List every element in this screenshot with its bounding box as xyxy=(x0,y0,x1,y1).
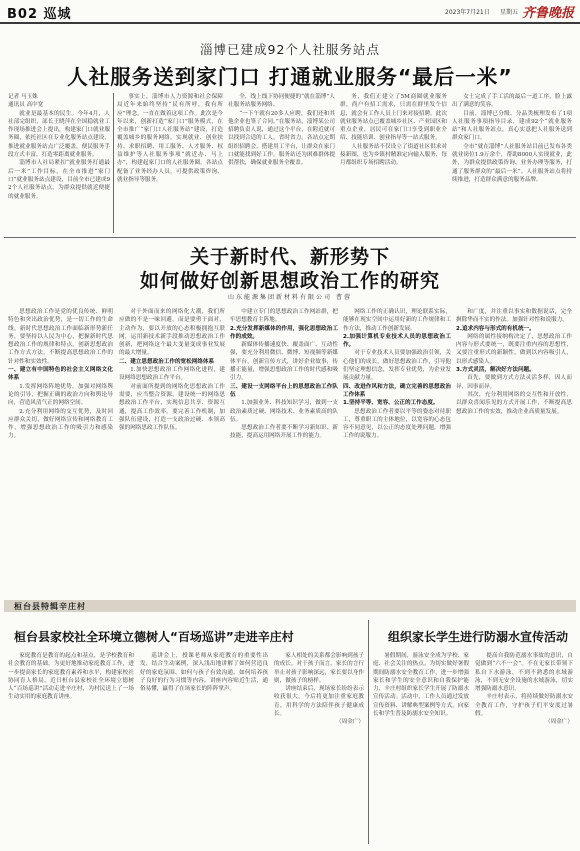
article2-paragraph: 1.加快思想政治工作网络化进程，建设网络思想政治工作平台。 xyxy=(119,367,225,382)
article2-subheading: 2.充分发挥新媒体的作用，强化思想政治工作的成效。 xyxy=(230,325,338,340)
article2-column-4 xyxy=(343,308,451,592)
article2-column-5 xyxy=(456,308,572,592)
article2-paragraph: 首先，要做到方式方法灵活多样，因人而异，因事而异。 xyxy=(456,375,572,390)
article1-column-3 xyxy=(228,93,335,233)
article1-reporter: 记者 马玉姝 xyxy=(8,94,38,100)
article2-subheading: 四、改进作风和方法，确立完善的思想政治工作体系 xyxy=(343,383,451,398)
issue-date: 2023年7月21日 xyxy=(445,9,490,16)
article4-paragraph: 辛庄村表示，将持续做好防溺水安全教育工作，守护孩子们平安度过暑假。 xyxy=(475,694,573,718)
column-divider xyxy=(368,620,369,844)
article1-paragraph: 人社服务站不仅设立了街道社区供求对接新图，也为乡镇村精准定向输入服务，每月都组织专场招聘活动。 xyxy=(340,143,447,167)
article1-headline: 人社服务送到家门口 打通就业服务“最后一米” xyxy=(67,65,513,89)
section-divider xyxy=(4,237,576,238)
article2-paragraph: 其次，充分利用网络的交互性和开放性，以群众喜闻乐见的方式开展工作，不断提高思想政治工作的实效，推动企业高质量发展。 xyxy=(456,391,572,415)
article2-paragraph: 思想政治工作者要以平等的姿态对待职工，尊重职工的主体地位，以宽容的心态包容不同意见，以公正的态度处理问题，增强工作的说服力。 xyxy=(343,408,451,440)
article1-column-2 xyxy=(117,93,223,233)
article3-paragraph: 讲座结束后，现场家长纷纷表示收获很大，今后将更加注重家庭教育，用科学的方法陪伴孩子健康成长。 xyxy=(274,686,364,718)
article3-paragraph: 家人相处的关系都会影响到孩子的成长。对于孩子而言，家长的言行举止对孩子影响深远，家长要以身作则，做孩子的榜样。 xyxy=(274,653,364,684)
article2-paragraph: 2.充分利用网络的交互优势，及时回应群众关切，做好网络宣传和网络教育工作，增强思想政治工作的吸引力和感染力。 xyxy=(8,408,113,440)
article2-subheading: 三、建设一支网络平台上的思想政治工作队伍 xyxy=(230,383,338,398)
article1-paragraph: “一下午就有20多人应聘，我们还和其他企业也签了合同。”在服务站，淄博某公司招聘负责人说，通过这个平台，在附近就可以找到合适的工人，省时省力。各站点定期组织招聘会，搭建用工平台，让群众在家门口就能找到好工作。服务站还为困难群体提供帮扶，确保就业服务全覆盖。 xyxy=(228,110,335,167)
article1-paragraph: 事实上，淄博市人力资源和社会保障局近年来始终坚持“民有所呼，我有所应”理念，一直在做着这项工作。此次是今年以来，创新打造“家门口”服务模式，在全市推广“家门口人社服务站”建设，打造覆盖城乡的服务网络，实现就业、创业扶持、求职招聘、用工服务、人才服务、权益维护等人社服务事项“就近办、马上办”，构建起家门口的人社服务圈。各站点配备了业务经办人员，可提供政策咨询、就业指导等服务。 xyxy=(117,94,223,183)
special-section-label: 桓台县特辑辛庄村 xyxy=(14,602,86,611)
article2-paragraph: 1.加强业务、科技知识学习，做到一支政治素质过硬、网络技术、业务素质高的队伍。 xyxy=(230,400,338,423)
article4-paragraph: 提高自我防范溺水事故的意识，自觉做到“六不一会”。不在无家长带领下私自下水游泳，不到不熟悉的水域游泳，不到无安全设施的水域游泳，切实增强防溺水意识。 xyxy=(475,653,573,693)
article3-column-2 xyxy=(140,652,268,844)
article4-column-1 xyxy=(373,652,469,844)
column-divider xyxy=(113,93,114,233)
article1-paragraph: 目前，淄博已分级、分品类梳理发布了1项人社服务事项指导目录，建成92个“就业服务站”和人社服务站点，真心实意把人社服务送到群众家门口。 xyxy=(452,110,572,142)
article4-headline: 组织家长学生进行防溺水宣传活动 xyxy=(388,630,569,644)
article2-paragraph: 网络的属性接纳构决定了，思想政治工作内容与形式要统一，既要注重内容的思想性，又要注重形式的新颖性，做到以内容吸引人，以形式感染人。 xyxy=(456,333,572,365)
article2-headline-line1: 关于新时代、新形势下 xyxy=(189,246,390,268)
article1-column-4 xyxy=(340,93,447,233)
article2-paragraph: 对于专业技术人员要加强政治引领，关心他们的成长，做好思想政治工作，引导他们坚定理想信念，发挥专业优势，为企业发展贡献力量。 xyxy=(343,350,451,382)
article3-paragraph: 家庭教育是教育的起点和基点，是学校教育和社会教育的基础。为更好地推动家庭教育工作，进一步提高家长的家庭教育素养和水平，构建家校社协同育人格局，近日桓台县家校社全环境立德树人“百场巡讲”活动走进辛庄村，为村民送上了一场生动实用的家庭教育讲座。 xyxy=(8,653,134,701)
special-section-band xyxy=(4,600,576,612)
article2-paragraph: 和广度，并注重以事实和数据说话，完全摒除华而不实的作法。加强针对性和说服力。 xyxy=(456,309,572,324)
article3-signature: （周金广） xyxy=(336,719,364,726)
article2-paragraph: 新媒体传播速度快、覆盖面广、互动性强，要充分利用微信、微博、短视频等新媒体平台，创新宣传方式，讲好企业故事，传播正能量，增强思想政治工作的时代感和吸引力。 xyxy=(230,342,338,382)
article1-column-5 xyxy=(452,93,572,233)
page-header xyxy=(0,0,580,24)
article1-kicker: 淄博已建成92个人社服务站点 xyxy=(200,42,380,57)
article4-paragraph: 暑假期间，游泳安全成为学校、家庭、社会关注的热点。为切实做好暑假期间防溺水安全教育工作，进一步增强家长和学生的安全意识和自我保护能力，辛庄村组织家长学生开展了防溺水宣传活动。活动中，工作人员通过发放宣传资料、讲解典型案例等方式，向家长和学生普及防溺水安全知识。 xyxy=(373,653,469,718)
article2-subheading: 2.加强计算机专业技术人员的思想政治工作。 xyxy=(343,333,451,349)
article2-paragraph: 思想政治工作是党的优良传统、鲜明特色和突出政治优势，是一切工作的生命线。新时代思想政治工作面临新形势新任务，要坚持以人民为中心，把握新时代思想政治工作的规律和特点，创新思想政治工作方式方法，不断提高思想政治工作的针对性和实效性。 xyxy=(8,309,113,365)
article1-paragraph: 淄博市人社局紧扣“就业服务打通最后一米”工作目标，在全市推进“家门口”就业服务站点建设，目前全市已建成92个人社服务站点，为群众提供就近便捷的就业服务。 xyxy=(8,160,110,200)
article2-subheading: 2.追求内容与形式的有机统一。 xyxy=(456,325,535,332)
article4-column-2 xyxy=(475,652,573,844)
article1-column-1 xyxy=(8,93,110,233)
article3-column-1 xyxy=(8,652,134,844)
article1-paragraph: 全，线上线下协同便捷的“就在淄博”人社服务站服务网络。 xyxy=(228,94,335,109)
article2-subheading: 1.坚持平等、宽容、公正的工作态度。 xyxy=(343,400,439,407)
article2-paragraph: 对于外面而来的网络化大潮，我们所应做的不是一味回避，而是要勇于面对，主动作为，要以开放的心态积极拥抱互联网，运用新技术新手段推动思想政治工作创新，把网络这个最大变量变成事业发展的最大增量。 xyxy=(119,309,225,357)
article3-paragraph: 巡讲会上，授课老师从家庭教育的重要性出发，结合生动案例，深入浅出地讲解了如何营造良好的家庭氛围、如何与孩子有效沟通、如何培养孩子良好的行为习惯等内容。讲座内容贴近生活，通俗易懂，赢得了在场家长的阵阵掌声。 xyxy=(140,653,268,693)
article2-column-2 xyxy=(119,308,225,592)
section-code: B02 巡城 xyxy=(7,7,72,22)
article1-paragraph: 全市“就在淄博”人社服务站目前已发布各类就业岗位1.9万余个，帮助8000人实现就业，此外，为群众提供政策咨询、业务办理等服务，打通了服务群众的“最后一米”。人社服务站点将持续推进，打造群众满意的服务品牌。 xyxy=(452,143,572,183)
article1-paragraph: 务，我们正建立了5M商圈就业服务群，尚户有招工需求，只需在群里发个信息，就会有工作人员上门来对接招聘。此次就业服务站点已覆盖城乡社区、产业园区和重点企业，居民可在家门口享受到职业介绍、技能培训、创业指导等一站式服务。 xyxy=(340,94,447,142)
article2-subheading: 3.方式灵活，解决好方法问题。 xyxy=(456,367,535,374)
article2-paragraph: 中建立专门的思想政治工作网站群，把牢思想教育主阵地。 xyxy=(230,309,338,324)
article3-headline: 桓台县家校社全环境立德树人“百场巡讲”走进辛庄村 xyxy=(14,630,294,644)
article3-column-3 xyxy=(274,652,364,844)
article2-subheading: 一、建立有中国特色的社会主义网络文化体系 xyxy=(8,367,113,382)
article2-paragraph: 1.发挥网络阵地优势，加强对网络舆论的引导，把握正确的政治方向和舆论导向，营造风清气正的网络空间。 xyxy=(8,383,113,407)
article2-paragraph: 对前面所提到的网络化思想政治工作需要，应当整合资源，建设统一的网络思想政治工作平台，实现信息共享、资源互通，提高工作效率。要完善工作机制，加强队伍建设，打造一支政治过硬、本领高强的网络思政工作队伍。 xyxy=(119,383,225,432)
newspaper-logo: 齐鲁晚报 xyxy=(522,6,575,21)
article2-paragraph: 思想政治工作者要不断学习新知识、新技能，提高运用网络开展工作的能力。 xyxy=(230,425,338,440)
article2-column-1 xyxy=(8,308,113,592)
article1-paragraph: 就业是最基本的民生。今年4月，人社部完组织，部长王晓萍在全国稳就业工作现场推进会上提出，构建家门口就业服务圈，依托社区在专业化服务站点建设，推进就业服务站点广泛覆盖，便民服务手段方式丰富，打造零距离就业服务。 xyxy=(8,110,110,159)
article2-headline-line2: 如何做好创新思想政治工作的研究 xyxy=(139,270,440,292)
article1-paragraph: 女士完成了手工活的最后一道工序，脸上露出了满意的笑容。 xyxy=(452,94,572,109)
article2-column-3 xyxy=(230,308,338,592)
article2-subheading: 二、建立思想政治工作的宽松网络体系 xyxy=(119,358,215,365)
article2-author: 山东能源集团新材料有限公司 曹蓉 xyxy=(228,294,352,301)
article1-correspondent: 通讯员 高中宽 xyxy=(8,102,44,109)
issue-weekday: 星期五 xyxy=(500,9,519,16)
article2-paragraph: 网络工作的正确认识，理论联系实际，能够在现实空间中运用好新的工作规律和工作方法，推动工作创新发展。 xyxy=(343,309,451,332)
article4-signature: （周金广） xyxy=(545,719,573,726)
